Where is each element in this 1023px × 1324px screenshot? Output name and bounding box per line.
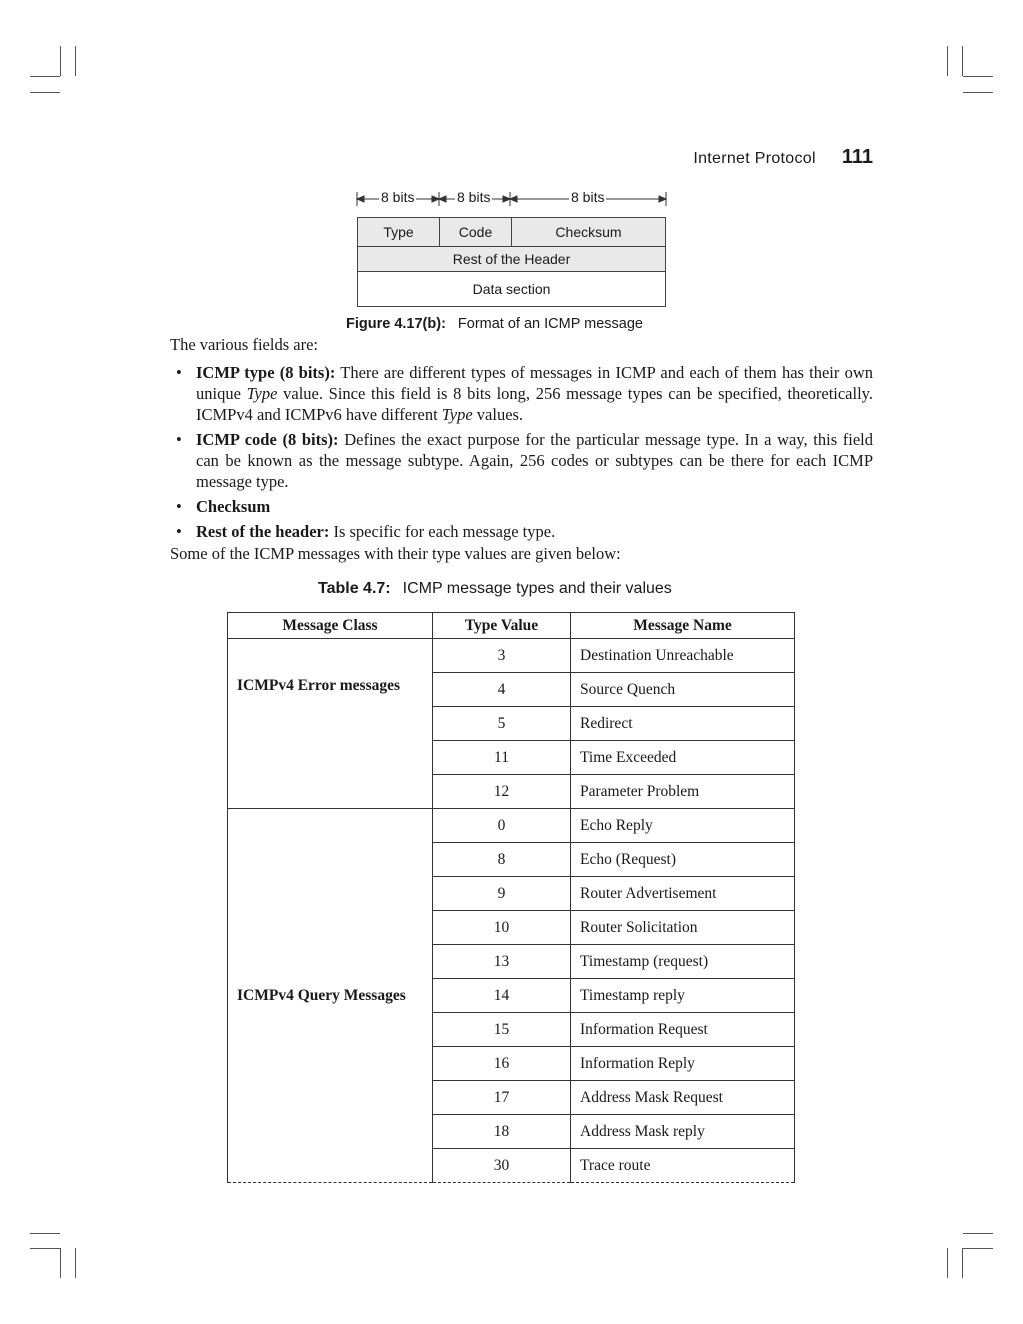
message-name-cell: Timestamp reply [571, 979, 795, 1013]
list-item-term: Rest of the header: [196, 522, 330, 541]
bullet-icon: • [176, 430, 182, 449]
icmp-header-layout [357, 217, 666, 307]
list-item [170, 362, 873, 425]
running-title: Internet Protocol [693, 150, 816, 167]
message-name-cell: Echo Reply [571, 809, 795, 843]
type-value-cell: 15 [433, 1013, 571, 1047]
message-name-cell: Echo (Request) [571, 843, 795, 877]
list-item-emphasis: Type [441, 405, 473, 424]
list-item-term: ICMP code (8 bits): [196, 430, 339, 449]
message-class-cell: ICMPv4 Query Messages [228, 809, 433, 1183]
message-name-cell: Information Request [571, 1013, 795, 1047]
type-value-cell: 8 [433, 843, 571, 877]
figure-caption [346, 316, 643, 332]
type-value-cell: 9 [433, 877, 571, 911]
column-header: Message Name [571, 613, 795, 639]
message-name-cell: Trace route [571, 1149, 795, 1183]
message-name-cell: Address Mask Request [571, 1081, 795, 1115]
list-item-text: values. [472, 405, 524, 424]
message-name-cell: Information Reply [571, 1047, 795, 1081]
column-header: Type Value [433, 613, 571, 639]
page-number: 111 [841, 146, 873, 168]
list-item-emphasis: Type [246, 384, 278, 403]
outro-paragraph: Some of the ICMP messages with their type values are given below: [170, 544, 621, 563]
message-name-cell: Router Advertisement [571, 877, 795, 911]
field-list [170, 362, 873, 546]
bullet-icon: • [176, 497, 182, 516]
message-name-cell: Router Solicitation [571, 911, 795, 945]
column-header: Message Class [228, 613, 433, 639]
table-caption [318, 580, 672, 598]
list-item-text: There are different types of messages in ICMP and each of them has their own unique [196, 363, 873, 403]
type-value-cell: 10 [433, 911, 571, 945]
message-name-cell: Time Exceeded [571, 741, 795, 775]
data-section-field: Data section [358, 272, 666, 307]
table-row [228, 809, 795, 843]
message-name-cell: Address Mask reply [571, 1115, 795, 1149]
checksum-field: Checksum [512, 218, 666, 247]
type-value-cell: 14 [433, 979, 571, 1013]
type-value-cell: 30 [433, 1149, 571, 1183]
figure-caption-label: Figure 4.17(b): [346, 316, 446, 332]
list-item-text: Defines the exact purpose for the particular message type. In a way, this field can be known as the message subtype. Again, 256 codes or subtypes can be there for each ICMP message type. [196, 430, 874, 491]
type-value-cell: 5 [433, 707, 571, 741]
type-value-cell: 17 [433, 1081, 571, 1115]
table-header-row [228, 613, 795, 639]
type-value-cell: 13 [433, 945, 571, 979]
running-header [0, 146, 873, 169]
table-row [228, 639, 795, 673]
rest-of-header-field: Rest of the Header [358, 247, 666, 272]
bits-label: 8 bits [381, 189, 415, 205]
list-item [170, 496, 873, 517]
list-item-text: value. Since this field is 8 bits long, 256 message types can be specified, theoretically. ICMPv4 and ICMPv6 have different [196, 384, 873, 424]
type-value-cell: 11 [433, 741, 571, 775]
table-caption-text: ICMP message types and their values [402, 580, 672, 597]
table-caption-label: Table 4.7: [318, 580, 391, 597]
bits-label: 8 bits [571, 189, 605, 205]
type-value-cell: 4 [433, 673, 571, 707]
message-name-cell: Parameter Problem [571, 775, 795, 809]
list-item [170, 429, 873, 492]
type-value-cell: 0 [433, 809, 571, 843]
bits-label: 8 bits [457, 189, 491, 205]
type-value-cell: 3 [433, 639, 571, 673]
bullet-icon: • [176, 363, 182, 382]
message-name-cell: Destination Unreachable [571, 639, 795, 673]
type-field: Type [358, 218, 440, 247]
bullet-icon: • [176, 522, 182, 541]
list-item-term: ICMP type (8 bits): [196, 363, 336, 382]
figure-caption-text: Format of an ICMP message [457, 316, 643, 332]
message-class-cell: ICMPv4 Error messages [228, 639, 433, 809]
icmp-message-types-table [227, 612, 795, 1183]
list-item [170, 521, 873, 542]
message-name-cell: Timestamp (request) [571, 945, 795, 979]
bit-width-row [355, 186, 668, 210]
message-name-cell: Source Quench [571, 673, 795, 707]
list-item-text: Is specific for each message type. [333, 522, 556, 541]
type-value-cell: 16 [433, 1047, 571, 1081]
message-name-cell: Redirect [571, 707, 795, 741]
icmp-format-figure [355, 186, 668, 297]
type-value-cell: 12 [433, 775, 571, 809]
list-item-term: Checksum [196, 497, 271, 516]
code-field: Code [440, 218, 512, 247]
intro-paragraph: The various fields are: [170, 335, 318, 354]
type-value-cell: 18 [433, 1115, 571, 1149]
